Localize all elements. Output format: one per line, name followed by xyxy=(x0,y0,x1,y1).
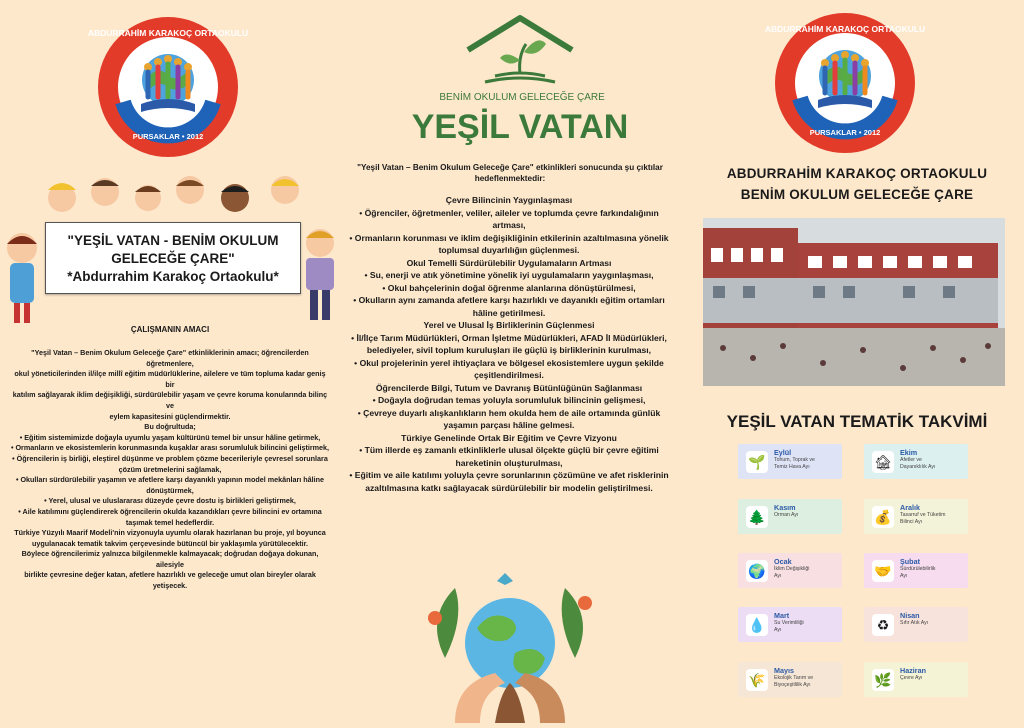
calendar-desc: Ekolojik Tarım ve xyxy=(774,675,814,681)
calendar-card-mayis xyxy=(738,662,842,697)
aim-paragraph: okul yöneticilerinden il/ilçe millî eğitim müdürlüklerine, ailelere ve tüm topluma kadar geniş bir xyxy=(14,369,326,389)
sprout-icon: 🌱 xyxy=(746,451,768,473)
outcome-item: • Çevreye duyarlı alışkanlıkların hem okulda hem de aile ortamında günlük yaşamın parçası hâline gelmesi. xyxy=(357,407,661,430)
outcome-item: • Okul bahçelerinin doğal öğrenme alanlarına dönüştürülmesi, xyxy=(382,282,636,293)
calendar-desc: Çevre Ayı xyxy=(900,675,923,681)
outcome-item: • İl/İlçe Tarım Müdürlükleri, Orman İşletme Müdürlükleri, AFAD İl Müdürlükleri, belediyeler, sivil toplum kuruluşları ile güçlü iş birliklerinin kurulması, xyxy=(351,332,667,355)
calendar-month: Mayıs xyxy=(774,666,794,675)
calendar-card-mart xyxy=(738,607,842,642)
savings-icon: 💰 xyxy=(872,506,894,528)
outcome-item: • Tüm illerde eş zamanlı etkinliklerle ulusal ölçekte güçlü bir çevre eğitimi hareketinin oluşturulması, xyxy=(359,445,659,468)
calendar-card-nisan xyxy=(864,607,968,642)
aim-paragraph: • Eğitim sistemimizde doğayla uyumlu yaşam kültürünü temel bir unsur hâline getirmek, xyxy=(19,432,321,442)
calendar-desc: Tohum, Toprak ve xyxy=(774,457,815,463)
calendar-month: Eylül xyxy=(774,448,792,457)
leaf-icon: 🌿 xyxy=(872,669,894,691)
calendar-desc: Orman Ayı xyxy=(774,512,799,518)
svg-text:PURSAKLAR • 2012: PURSAKLAR • 2012 xyxy=(809,128,881,137)
aim-paragraph: birlikte çevresine değer katan, afetlere hazırlıklı ve geleceğe umut olan bireyler olarak yetişecek. xyxy=(24,570,316,591)
aim-title: ÇALIŞMANIN AMACI xyxy=(130,325,210,334)
calendar-month: Nisan xyxy=(900,611,920,620)
outcome-heading: Çevre Bilincinin Yaygınlaşması xyxy=(445,195,573,205)
calendar-month: Ekim xyxy=(900,448,918,457)
calendar-card-eylul xyxy=(738,444,842,479)
aim-paragraph: • Yerel, ulusal ve uluslararası düzeyde çevre dostu iş birlikleri geliştirmek, xyxy=(44,496,296,506)
calendar-desc: İklim Değişikliği xyxy=(774,566,810,572)
aim-text xyxy=(10,348,330,592)
calendar-desc: Dayanıklılık Ayı xyxy=(900,463,936,470)
calendar-desc: Sürdürülebilirlik xyxy=(900,566,936,572)
outcome-heading: Öğrencilerde Bilgi, Tutum ve Davranış Bütünlüğünün Sağlanması xyxy=(375,382,643,393)
earth-icon: 🌍 xyxy=(746,560,768,582)
calendar-month: Aralık xyxy=(900,503,920,512)
house-icon: 🏚 xyxy=(872,451,894,473)
school-slogan: BENİM OKULUM GELECEĞE ÇARE xyxy=(740,187,974,202)
community-icon: 🤝 xyxy=(872,560,894,582)
aim-paragraph: Bu doğrultuda; xyxy=(144,422,196,432)
aim-paragraph: • Aile katılımını güçlendirerek öğrencilerin okulda kazandıkları çevre bilincini ev ortamına taşımak temel hedeflerdir. xyxy=(18,506,322,527)
outcome-item: • Ormanların korunması ve iklim değişikliğinin etkilerinin azaltılmasına yönelik toplumsal duyarlılığın güçlenmesi. xyxy=(349,232,669,255)
calendar-desc: Tasarruf ve Tüketim xyxy=(900,512,946,518)
aim-paragraph: eylem kapasitesini güçlendirmektir. xyxy=(109,411,231,421)
calendar-desc: Ayı xyxy=(774,626,782,633)
school-logo xyxy=(764,18,926,148)
outcomes-list xyxy=(344,194,674,494)
aim-paragraph: • Öğrencilerin iş birliği, eleştirel düşünme ve problem çözme becerileriyle çevresel sorunlara çözüm üretmelerini sağlamak, xyxy=(12,453,328,474)
calendar-card-aralik xyxy=(864,499,968,534)
school-title xyxy=(690,163,1024,205)
banner-line-3: *Abdurrahim Karakoç Ortaokulu* xyxy=(67,269,279,284)
calendar-desc: Biyoçeşitlilik Ayı xyxy=(774,681,811,688)
aim-paragraph: • Ormanların ve ekosistemlerin korunmasında kuşaklar arası sorumluluk bilincini geliştirmek, xyxy=(10,443,330,453)
yesil-vatan-logo xyxy=(411,12,629,147)
calendar-month: Şubat xyxy=(900,557,920,566)
calendar-title: YEŞİL VATAN TEMATİK TAKVİMİ xyxy=(726,412,988,431)
calendar-desc: Su Verimliliği xyxy=(774,620,804,626)
outcome-heading: Yerel ve Ulusal İş Birliklerinin Güçlenmesi xyxy=(423,320,595,330)
forest-icon: 🌲 xyxy=(746,506,768,528)
project-banner xyxy=(45,222,301,294)
school-logo xyxy=(87,22,249,152)
brand-tagline-left: BENİM OKULUM xyxy=(439,92,517,103)
outcome-item: • Su, enerji ve atık yönetimine yönelik iyi uygulamaların yaygınlaşması, xyxy=(364,270,654,280)
school-photo xyxy=(703,218,1005,386)
aim-paragraph: "Yeşil Vatan – Benim Okulum Geleceğe Çare" etkinliklerinin amacı; öğrencilerden öğretmenlere, xyxy=(31,348,309,368)
calendar-card-haziran xyxy=(864,662,968,697)
water-drop-icon: 💧 xyxy=(746,614,768,636)
right-panel xyxy=(690,0,1024,723)
earth-hands-illustration xyxy=(415,568,605,723)
banner-line-2: GELECEĞE ÇARE" xyxy=(111,251,235,266)
outcome-item: • Okulların aynı zamanda afetlere karşı hazırlıklı ve dayanıklı eğitim ortamları hâline getirilmesi. xyxy=(353,295,665,318)
svg-text:ABDURRAHİM KARAKOÇ ORTAOKULU: ABDURRAHİM KARAKOÇ ORTAOKULU xyxy=(764,24,926,34)
calendar-card-ekim xyxy=(864,444,968,479)
aim-paragraph: Türkiye Yüzyılı Maarif Modeli'nin vizyonuyla uyumlu olarak hazırlanan bu proje, yıl boyunca xyxy=(14,528,326,538)
aim-paragraph: uygulanacak tematik takvim çerçevesinde bütüncül bir yaklaşımla yürütülecektir. xyxy=(31,538,309,548)
outcome-item: • Eğitim ve aile katılımı yoluyla çevre sorunlarının çözümüne ve afet risklerinin azaltılmasına katkı sağlayacak sürdürülebilir bir modelin geliştirilmesi. xyxy=(349,470,669,493)
left-panel xyxy=(0,0,330,723)
calendar-card-ocak xyxy=(738,553,842,588)
farm-icon: 🌾 xyxy=(746,669,768,691)
outcome-heading: Türkiye Genelinde Ortak Bir Eğitim ve Çevre Vizyonu xyxy=(401,432,617,443)
calendar-month: Mart xyxy=(774,611,790,620)
aim-paragraph: • Okulları sürdürülebilir yaşamın ve afetlere karşı dayanıklı yapının model mekânları hâline dönüştürmek, xyxy=(15,475,325,495)
calendar-month: Kasım xyxy=(774,503,796,512)
calendar-desc: Temiz Hava Ayı xyxy=(774,463,810,470)
outcome-item: • Öğrenciler, öğretmenler, veliler, aileler ve toplumda çevre farkındalığının artması, xyxy=(359,207,659,230)
brand-title: YEŞİL VATAN xyxy=(411,108,629,146)
banner-line-1: "YEŞİL VATAN - BENİM OKULUM xyxy=(67,233,279,248)
svg-text:ABDURRAHİM KARAKOÇ ORTAOKULU: ABDURRAHİM KARAKOÇ ORTAOKULU xyxy=(87,28,249,38)
calendar-desc: Bilinci Ayı xyxy=(900,518,923,525)
school-name: ABDURRAHİM KARAKOÇ ORTAOKULU xyxy=(726,166,988,181)
outcome-heading: Okul Temelli Sürdürülebilir Uygulamaların Artması xyxy=(406,257,612,268)
aim-paragraph: katılım sağlayarak iklim değişikliği, sürdürülebilir yaşam ve çevre koruma konularında bilinç ve xyxy=(12,390,328,410)
calendar-desc: Ayı xyxy=(900,572,908,579)
calendar-desc: Afetler ve xyxy=(900,457,922,463)
calendar-month: Haziran xyxy=(900,666,926,675)
aim-paragraph: Böylece öğrencilerimiz yalnızca bilgilenmekle kalmayacak; doğrudan doğaya dokunan, ailesiyle xyxy=(21,549,319,569)
middle-panel xyxy=(340,0,680,723)
calendar-desc: Ayı xyxy=(774,572,782,579)
outcome-item: • Doğayla doğrudan temas yoluyla sorumluluk bilincinin gelişmesi, xyxy=(372,395,646,405)
brand-tagline-right: GELECEĞE ÇARE xyxy=(519,92,605,103)
calendar-month: Ocak xyxy=(774,557,792,566)
svg-text:PURSAKLAR • 2012: PURSAKLAR • 2012 xyxy=(132,132,204,141)
outcome-item: • Okul projelerinin yerel ihtiyaçlara ve bölgesel ekosistemlere uygun şekilde çeşitlendirilmesi. xyxy=(354,357,664,380)
recycle-icon: ♻ xyxy=(872,614,894,636)
calendar-card-subat xyxy=(864,553,968,588)
calendar-card-kasim xyxy=(738,499,842,534)
calendar-desc: Sıfır Atık Ayı xyxy=(900,620,929,626)
outcomes-intro: "Yeşil Vatan – Benim Okulum Geleceğe Çare" etkinlikleri sonucunda şu çıktılar hedeflenmektedir: xyxy=(357,163,663,183)
